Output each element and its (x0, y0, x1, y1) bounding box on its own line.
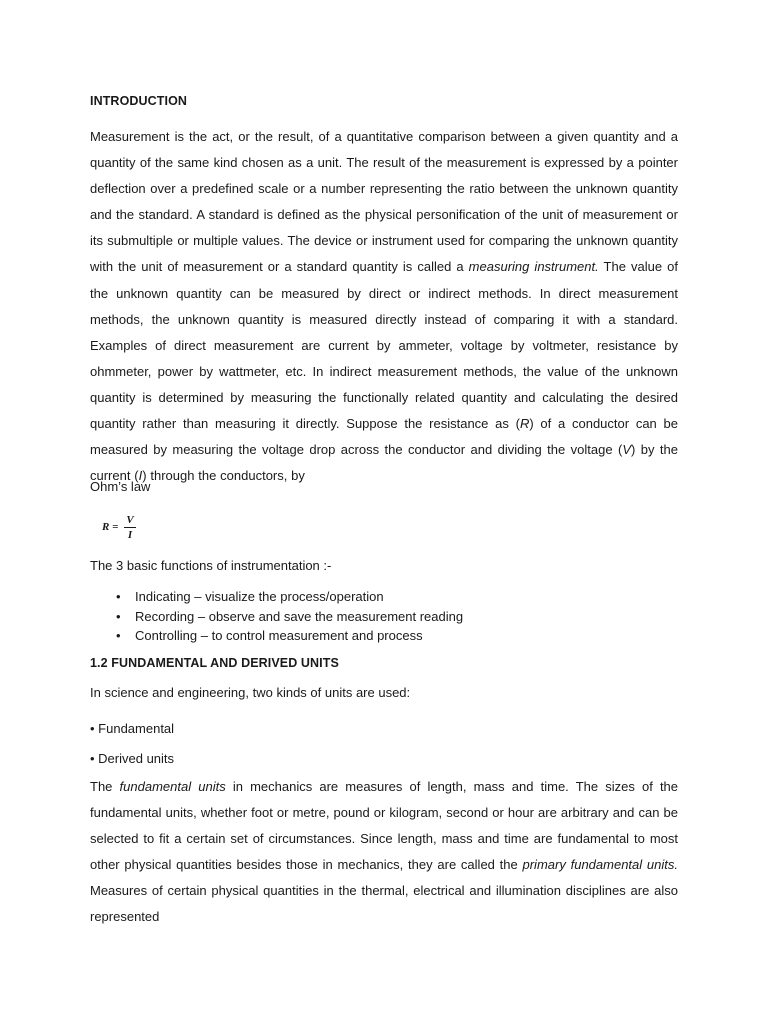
units-paragraph (90, 774, 678, 931)
formula-fraction (124, 514, 136, 541)
intro-heading: INTRODUCTION (90, 94, 188, 108)
unit-kind-derived: • Derived units (90, 751, 175, 766)
intro-paragraph (90, 124, 678, 489)
intro-emph-measuring-instrument: measuring instrument. (468, 259, 599, 275)
unit-kind-fundamental: • Fundamental (90, 721, 175, 736)
units-text-3: Measures of certain physical quantities in the thermal, electrical and illumination disciplines are also represented (90, 883, 678, 925)
units-heading: 1.2 FUNDAMENTAL AND DERIVED UNITS (90, 656, 339, 670)
units-emph-fundamental-units: fundamental units (119, 779, 226, 794)
list-item: • Indicating – visualize the process/operation (90, 587, 463, 607)
list-item: • Recording – observe and save the measurement reading (90, 607, 463, 627)
formula-denominator: I (127, 529, 133, 541)
intro-emph-r: R (519, 416, 530, 432)
intro-emph-i: I (138, 468, 143, 484)
bullet-icon: • (116, 608, 121, 624)
functions-intro: The 3 basic functions of instrumentation :- (90, 558, 332, 573)
units-text-1: The (90, 779, 120, 794)
list-item: • Controlling – to control measurement and process (90, 626, 463, 646)
units-emph-primary-fundamental-units: primary fundamental units. (522, 857, 678, 873)
ohms-law-label: Ohm’s law (90, 479, 151, 494)
intro-emph-v: V (622, 442, 631, 458)
functions-list (90, 587, 463, 646)
formula-numerator: V (126, 514, 134, 526)
units-intro: In science and engineering, two kinds of units are used: (90, 685, 411, 700)
intro-text-5: ) through the conductors, by (142, 468, 305, 484)
fraction-bar (124, 527, 136, 528)
intro-text-3: ) of a conductor can be measured by measuring the voltage drop across the conductor and dividing the voltage ( (90, 416, 678, 458)
units-text-2: in mechanics are measures of length, mass and time. The sizes of the fundamental units, whether foot or metre, pound or kilogram, second or hour are arbitrary and can be selected to fit a certain set of circumstances. Since length, mass and time are fundamental to most other physical quantities besides those in mechanics, they are called the (90, 779, 679, 873)
bullet-icon: • (116, 628, 121, 643)
intro-text-2: The value of the unknown quantity can be measured by direct or indirect methods. In direct measurement methods, the unknown quantity is measured directly instead of comparing it with a standard. Examples of direct measurement are current by ammeter, voltage by voltmeter, resistance by ohmmeter, power by wattmeter, etc. In indirect measurement methods, the value of the unknown quantity is determined by measuring the functionally related quantity and calculating the desired quantity rather than measuring it directly. Suppose the resistance as ( (90, 259, 678, 432)
bullet-icon: • (116, 589, 121, 604)
intro-text-1: Measurement is the act, or the result, of a quantitative comparison between a given quantity and a quantity of the same kind chosen as a unit. The result of the measurement is expressed by a pointer deflection over a predefined scale or a number representing the ratio between the unknown quantity and the standard. A standard is defined as the physical personification of the unit of measurement or its submultiple or multiple values. The device or instrument used for comparing the unknown quantity with the unit of measurement or a standard quantity is called a (90, 129, 678, 275)
formula-lhs: R = (102, 521, 119, 533)
intro-text-4: ) by the current ( (90, 442, 678, 484)
